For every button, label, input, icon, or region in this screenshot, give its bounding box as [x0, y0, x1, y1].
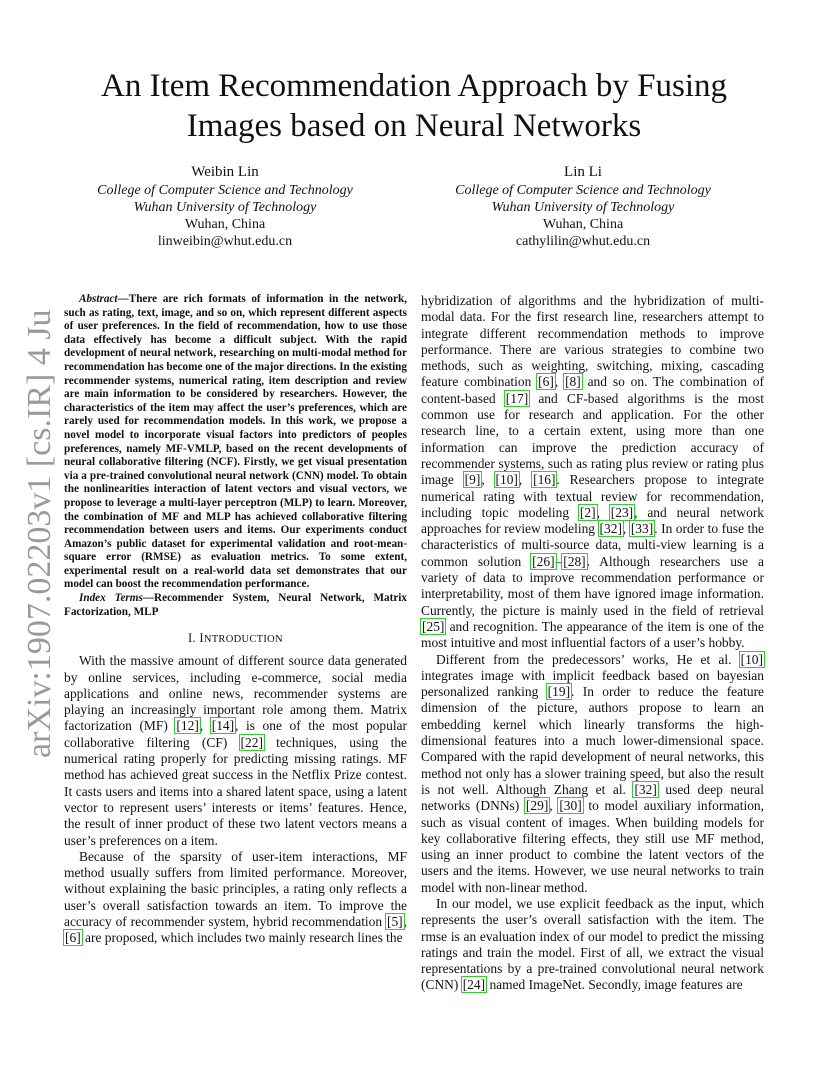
citation-link[interactable]: [16]: [533, 472, 556, 488]
text-run: ,: [596, 504, 610, 520]
text-run: hybridization of algorithms and the hybridization of multi-modal data. For the first research line, researchers attempt to integrate different recommendation methods to improve performance. There are various strategies to combine two methods, such as weighting, switching, mixing, cascading feature combination: [421, 293, 764, 390]
text-run: ,: [199, 718, 211, 734]
title-line-2: Images based on Neural Networks: [186, 108, 642, 144]
text-run: . In order to reduce the feature dimension of the picture, authors propose to learn an embedding kernel which linearly transforms the high-dimensional features into a much lower-dimensional space. Compared with the rapid development of neural networks, this method not only has a slower training speed, but also the result is not well. Although Zhang et al.: [421, 684, 765, 797]
citation-link[interactable]: [25]: [422, 618, 445, 634]
citation-link[interactable]: [22]: [240, 734, 263, 750]
index-terms-label: Index Terms: [79, 592, 143, 605]
citation-link[interactable]: [10]: [495, 472, 518, 488]
citation-link[interactable]: [30]: [559, 798, 582, 814]
text-run: ,: [622, 521, 630, 537]
arxiv-side-identifier: [6, 310, 64, 760]
author-block-1: [60, 162, 390, 250]
text-run: named ImageNet. Secondly, image features are: [486, 977, 743, 993]
citation-link[interactable]: [32]: [599, 521, 622, 537]
author-name: Lin Li: [564, 164, 602, 180]
text-run: In our model, we use explicit feedback as the input, which represents the user’s overall satisfaction with the item. The rmse is an evaluation index of our model to predict the missing ratings and train the model. First of all, we extract the visual representations by a pre-trained convolutional neural network (CNN): [421, 895, 764, 993]
text-run: , is one of the most popular collaborative filtering (CF): [64, 718, 407, 750]
citation-link[interactable]: [29]: [525, 798, 549, 814]
text-run: ,: [403, 914, 407, 929]
section-numeral: I. I: [188, 631, 204, 646]
author-email[interactable]: cathylilin@whut.edu.cn: [515, 234, 651, 249]
right-column: [421, 293, 764, 994]
citation-link[interactable]: [26]: [532, 553, 555, 569]
intro-paragraph-1: [64, 653, 407, 849]
author-university: Wuhan University of Technology: [133, 200, 317, 215]
citation-link[interactable]: [32]: [634, 781, 657, 797]
text-run: techniques, using the numerical rating properly for predicting missing ratings. MF method has achieved great success in the Netflix Prize contest. It casts users and items into a shared latent space, using a latent vector to represent users’ interests or items’ features. Hence, the result of inner product of these two latent vectors means a user’s preferences on a item.: [64, 734, 407, 848]
citation-link[interactable]: [23]: [610, 504, 634, 520]
right-paragraph-3: [421, 896, 764, 994]
text-run: used deep neural networks (DNNs): [421, 781, 765, 814]
citation-link[interactable]: [19]: [547, 684, 571, 700]
paper-title: [60, 66, 768, 146]
text-run: –: [555, 553, 563, 569]
citation-link[interactable]: [28]: [563, 553, 586, 569]
citation-link[interactable]: [12]: [176, 718, 199, 734]
citation-link[interactable]: [14]: [211, 718, 235, 734]
author-name: Weibin Lin: [191, 164, 259, 180]
author-department: College of Computer Science and Technology: [455, 183, 711, 198]
text-run: . Researchers propose to integrate numerical rating with textual review for recommendation, including topic modeling: [421, 472, 765, 520]
text-run: With the massive amount of different source data generated by online services, including e-commerce, social media applications and online news, recommender systems are playing an increasingly important role among them. Matrix factorization (MF): [64, 653, 407, 734]
abstract-text: —There are rich formats of information in the network, such as rating, text, image, and so on, which represent different aspects of user preferences. In the field of recommendation, how to use those data effectively has become a difficult subject. With the rapid development of neural network, researching on multi-modal method for recommendation has become one of the major directions. In the existing recommender systems, numerical rating, item description and review are main information to be considered by researchers. However, the characteristics of the item may affect the user’s preferences, which are rarely used for recommendation models. In this work, we propose a novel model to incorporate visual factors into predictors of peoples preferences, namely MF-VMLP, based on the recent developments of neural collaborative filtering (NCF). Firstly, we get visual presentation via a pre-trained convolutional neural network (CNN) model. To obtain the nonlinearities interaction of latent vectors and visual vectors, we propose to leverage a multi-layer perceptron (MLP) to learn. Moreover, the combination of MF and MLP has achieved collaborative filtering recommendation between users and items. Our experiments conduct Amazon’s public dataset for experimental validation and root-mean-square error (RMSE) as evaluation metrics. To some extent, experimental result on a real-world data set demonstrates that our model can boost the recommendation performance.: [64, 293, 407, 591]
text-run: and so on. The combination of content-based: [421, 374, 765, 406]
citation-link[interactable]: [33]: [630, 521, 654, 537]
index-terms: [64, 592, 407, 619]
text-run: to model auxiliary information, such as visual content of images. When building models for key collaborative filtering effects, they still use MF method, using an inner product to combine the latent vectors of the users and the items. However, we use neural networks to train model with non-linear method.: [421, 798, 764, 895]
citation-link[interactable]: [10]: [740, 651, 763, 667]
text-run: . In order to fuse the characteristics of multi-source data, multi-view learning is a common solution: [421, 521, 764, 569]
text-run: and recognition. The appearance of the item is one of the most intuitive and most influential factors of a user’s hobby.: [421, 618, 764, 651]
text-run: , and neural network approaches for review modeling: [421, 504, 765, 537]
text-run: ,: [549, 798, 559, 814]
section-name: NTRODUCTION: [203, 634, 283, 646]
citation-link[interactable]: [6]: [65, 930, 81, 946]
index-terms-text: —Recommender System, Neural Network, Matrix Factorization, MLP: [64, 592, 407, 618]
citation-link[interactable]: [24]: [462, 977, 486, 993]
citation-link[interactable]: [17]: [505, 390, 529, 406]
title-line-1: An Item Recommendation Approach by Fusing: [101, 68, 727, 104]
right-paragraph-2: [421, 652, 764, 896]
author-email[interactable]: linweibin@whut.edu.cn: [157, 234, 293, 249]
left-column: [64, 293, 407, 947]
text-run: ,: [481, 472, 495, 488]
author-city: Wuhan, China: [542, 217, 624, 232]
abstract-label: Abstract: [79, 293, 118, 305]
citation-link[interactable]: [9]: [464, 472, 481, 488]
text-run: are proposed, which includes two mainly research lines the: [81, 930, 403, 946]
author-block-2: [418, 162, 748, 250]
text-run: integrates image with implicit feedback based on bayesian personalized ranking: [421, 667, 764, 700]
right-paragraph-1: [421, 293, 764, 652]
citation-link[interactable]: [8]: [565, 374, 581, 390]
text-run: ,: [518, 472, 533, 488]
text-run: and CF-based algorithms is the most common use for research and application. For the other research line, to a certain extent, using more than one information can improve the prediction accuracy of recommender systems, such as rating plus review or rating plus image: [421, 390, 764, 488]
section-heading-introduction: [64, 629, 407, 649]
citation-link[interactable]: [6]: [538, 374, 554, 390]
intro-paragraph-2: [64, 849, 407, 947]
abstract: [64, 293, 407, 592]
text-run: Because of the sparsity of user-item interactions, MF method usually suffers from limited performance. Moreover, without explaining the basic principles, a rating only reflects a user’s overall satisfaction towards an item. To improve the accuracy of recommender system, hybrid recommendation: [64, 848, 407, 929]
author-university: Wuhan University of Technology: [491, 200, 675, 215]
author-city: Wuhan, China: [184, 217, 266, 232]
text-run: Different from the predecessors’ works, He et al.: [436, 651, 740, 667]
arxiv-id-text: arXiv:1907.02203v1 [cs.IR] 4 Jul 2019: [21, 310, 58, 758]
text-run: ,: [554, 374, 565, 390]
text-run: . Although researchers use a variety of data to improve recommendation performance or interpretability, most of them have ignored image information. Currently, the picture is mainly used in the field of retrieval: [421, 553, 764, 618]
citation-link[interactable]: [2]: [579, 504, 596, 520]
author-department: College of Computer Science and Technology: [97, 183, 353, 198]
citation-link[interactable]: [5]: [386, 914, 403, 929]
